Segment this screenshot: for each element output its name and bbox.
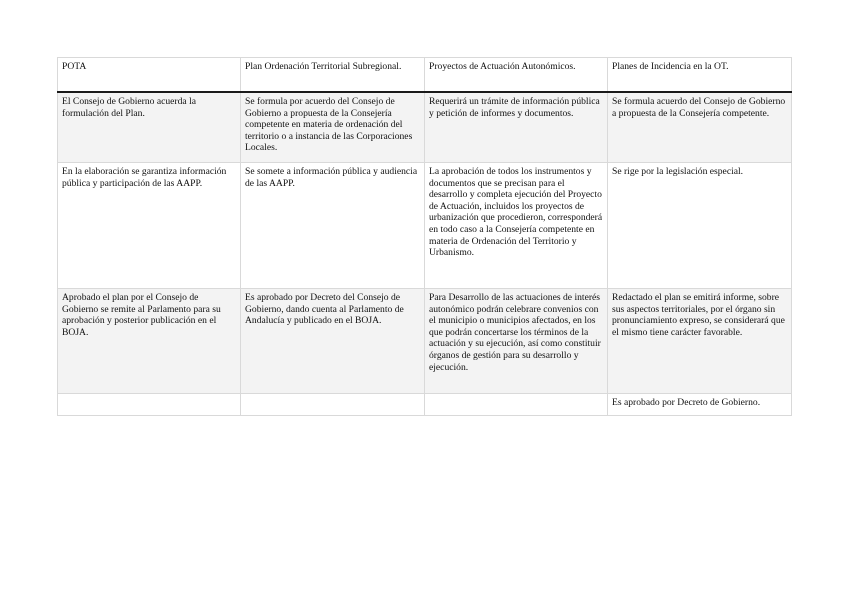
table-cell: Es aprobado por Decreto de Gobierno. [608,394,792,416]
table-cell: Redactado el plan se emitirá informe, sobre sus aspectos territoriales, por el órgano sin pronunciamiento expreso, se considerará que el mismo tiene carácter favorable. [608,289,792,394]
table-cell: En la elaboración se garantiza información pública y participación de las AAPP. [58,163,241,289]
header-cell-pota: POTA [58,58,241,93]
header-cell-proyectos-actuacion: Proyectos de Actuación Autonómicos. [425,58,608,93]
table-cell: La aprobación de todos los instrumentos y documentos que se precisan para el desarrollo y completa ejecución del Proyecto de Actuación, incluidos los proyectos de urbanización que procedieron, corresponderá en todo caso a la Consejería competente en materia de Ordenación del Territorio y Urbanismo. [425,163,608,289]
table-cell: Se formula acuerdo del Consejo de Gobierno a propuesta de la Consejería competente. [608,92,792,163]
table-row [58,92,792,163]
table-row [58,289,792,394]
comparison-table [57,57,792,416]
table-body [58,92,792,416]
table-cell: Aprobado el plan por el Consejo de Gobierno se remite al Parlamento para su aprobación y posterior publicación en el BOJA. [58,289,241,394]
table-row [58,394,792,416]
table-cell: Se formula por acuerdo del Consejo de Gobierno a propuesta de la Consejería competente en materia de ordenación del territorio o a instancia de las Corporaciones Locales. [241,92,425,163]
table-cell: El Consejo de Gobierno acuerda la formulación del Plan. [58,92,241,163]
header-cell-plan-subregional: Plan Ordenación Territorial Subregional. [241,58,425,93]
header-row [58,58,792,93]
table-cell [425,394,608,416]
table-cell: Requerirá un trámite de información pública y petición de informes y documentos. [425,92,608,163]
table-cell: Para Desarrollo de las actuaciones de interés autonómico podrán celebrare convenios con el municipio o municipios afectados, en los que podrán concertarse los términos de la actuación y su ejecución, así como constituir órganos de gestión para su desarrollo y ejecución. [425,289,608,394]
table-cell: Se rige por la legislación especial. [608,163,792,289]
table-cell: Es aprobado por Decreto del Consejo de Gobierno, dando cuenta al Parlamento de Andalucía y publicado en el BOJA. [241,289,425,394]
table-row [58,163,792,289]
header-cell-planes-incidencia: Planes de Incidencia en la OT. [608,58,792,93]
table-cell [58,394,241,416]
table-header [58,58,792,93]
table-cell: Se somete a información pública y audiencia de las AAPP. [241,163,425,289]
table-cell [241,394,425,416]
